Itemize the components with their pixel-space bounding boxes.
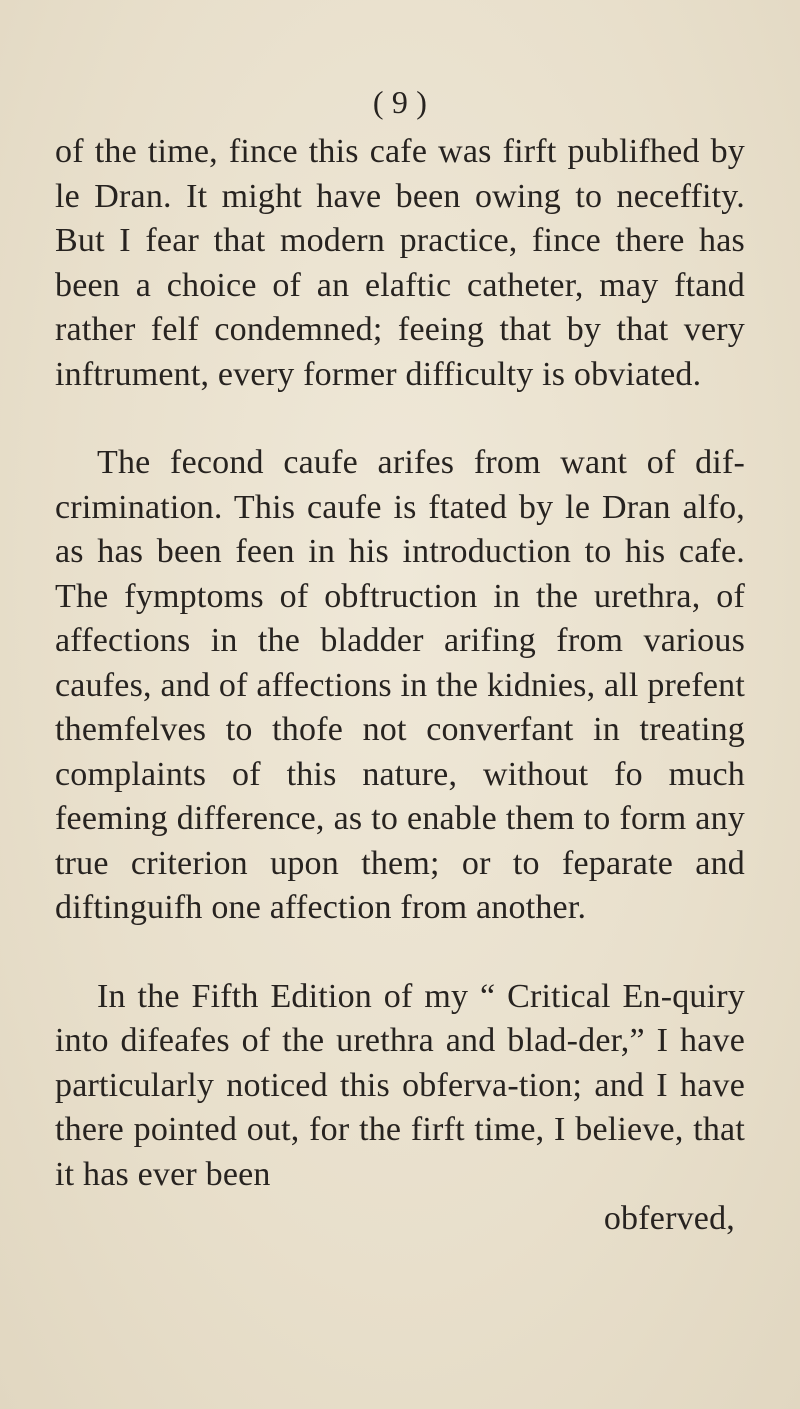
page-number: ( 9 ) bbox=[372, 84, 428, 120]
paragraph-2: The fecond caufe arifes from want of dif-crimination. This caufe is ftated by le Dran alfo, as has been feen in his introduction to his cafe. The fymptoms of obftruction in the urethra, of affections in the bladder arifing from various caufes, and of affections in the kidnies, all prefent themfelves to thofe not converfant in treating complaints of this nature, without fo much feeming difference, as to enable them to form any true criterion upon them; or to feparate and diftinguifh one affection from another. bbox=[55, 444, 745, 926]
catchword: obferved, bbox=[603, 1200, 735, 1237]
body-text bbox=[55, 130, 745, 1242]
paragraph-1: of the time, fince this cafe was firft publifhed by le Dran. It might have been owing to neceffity. But I fear that modern practice, fince there has been a choice of an elaftic catheter, may ftand rather felf condemned; feeing that by that very inftrument, every former difficulty is obviated. bbox=[55, 133, 745, 393]
paragraph-3: In the Fifth Edition of my “ Critical En-quiry into difeafes of the urethra and blad-der,” I have particularly noticed this obferva-tion; and I have there pointed out, for the firft time, I believe, that it has ever been bbox=[55, 977, 745, 1193]
